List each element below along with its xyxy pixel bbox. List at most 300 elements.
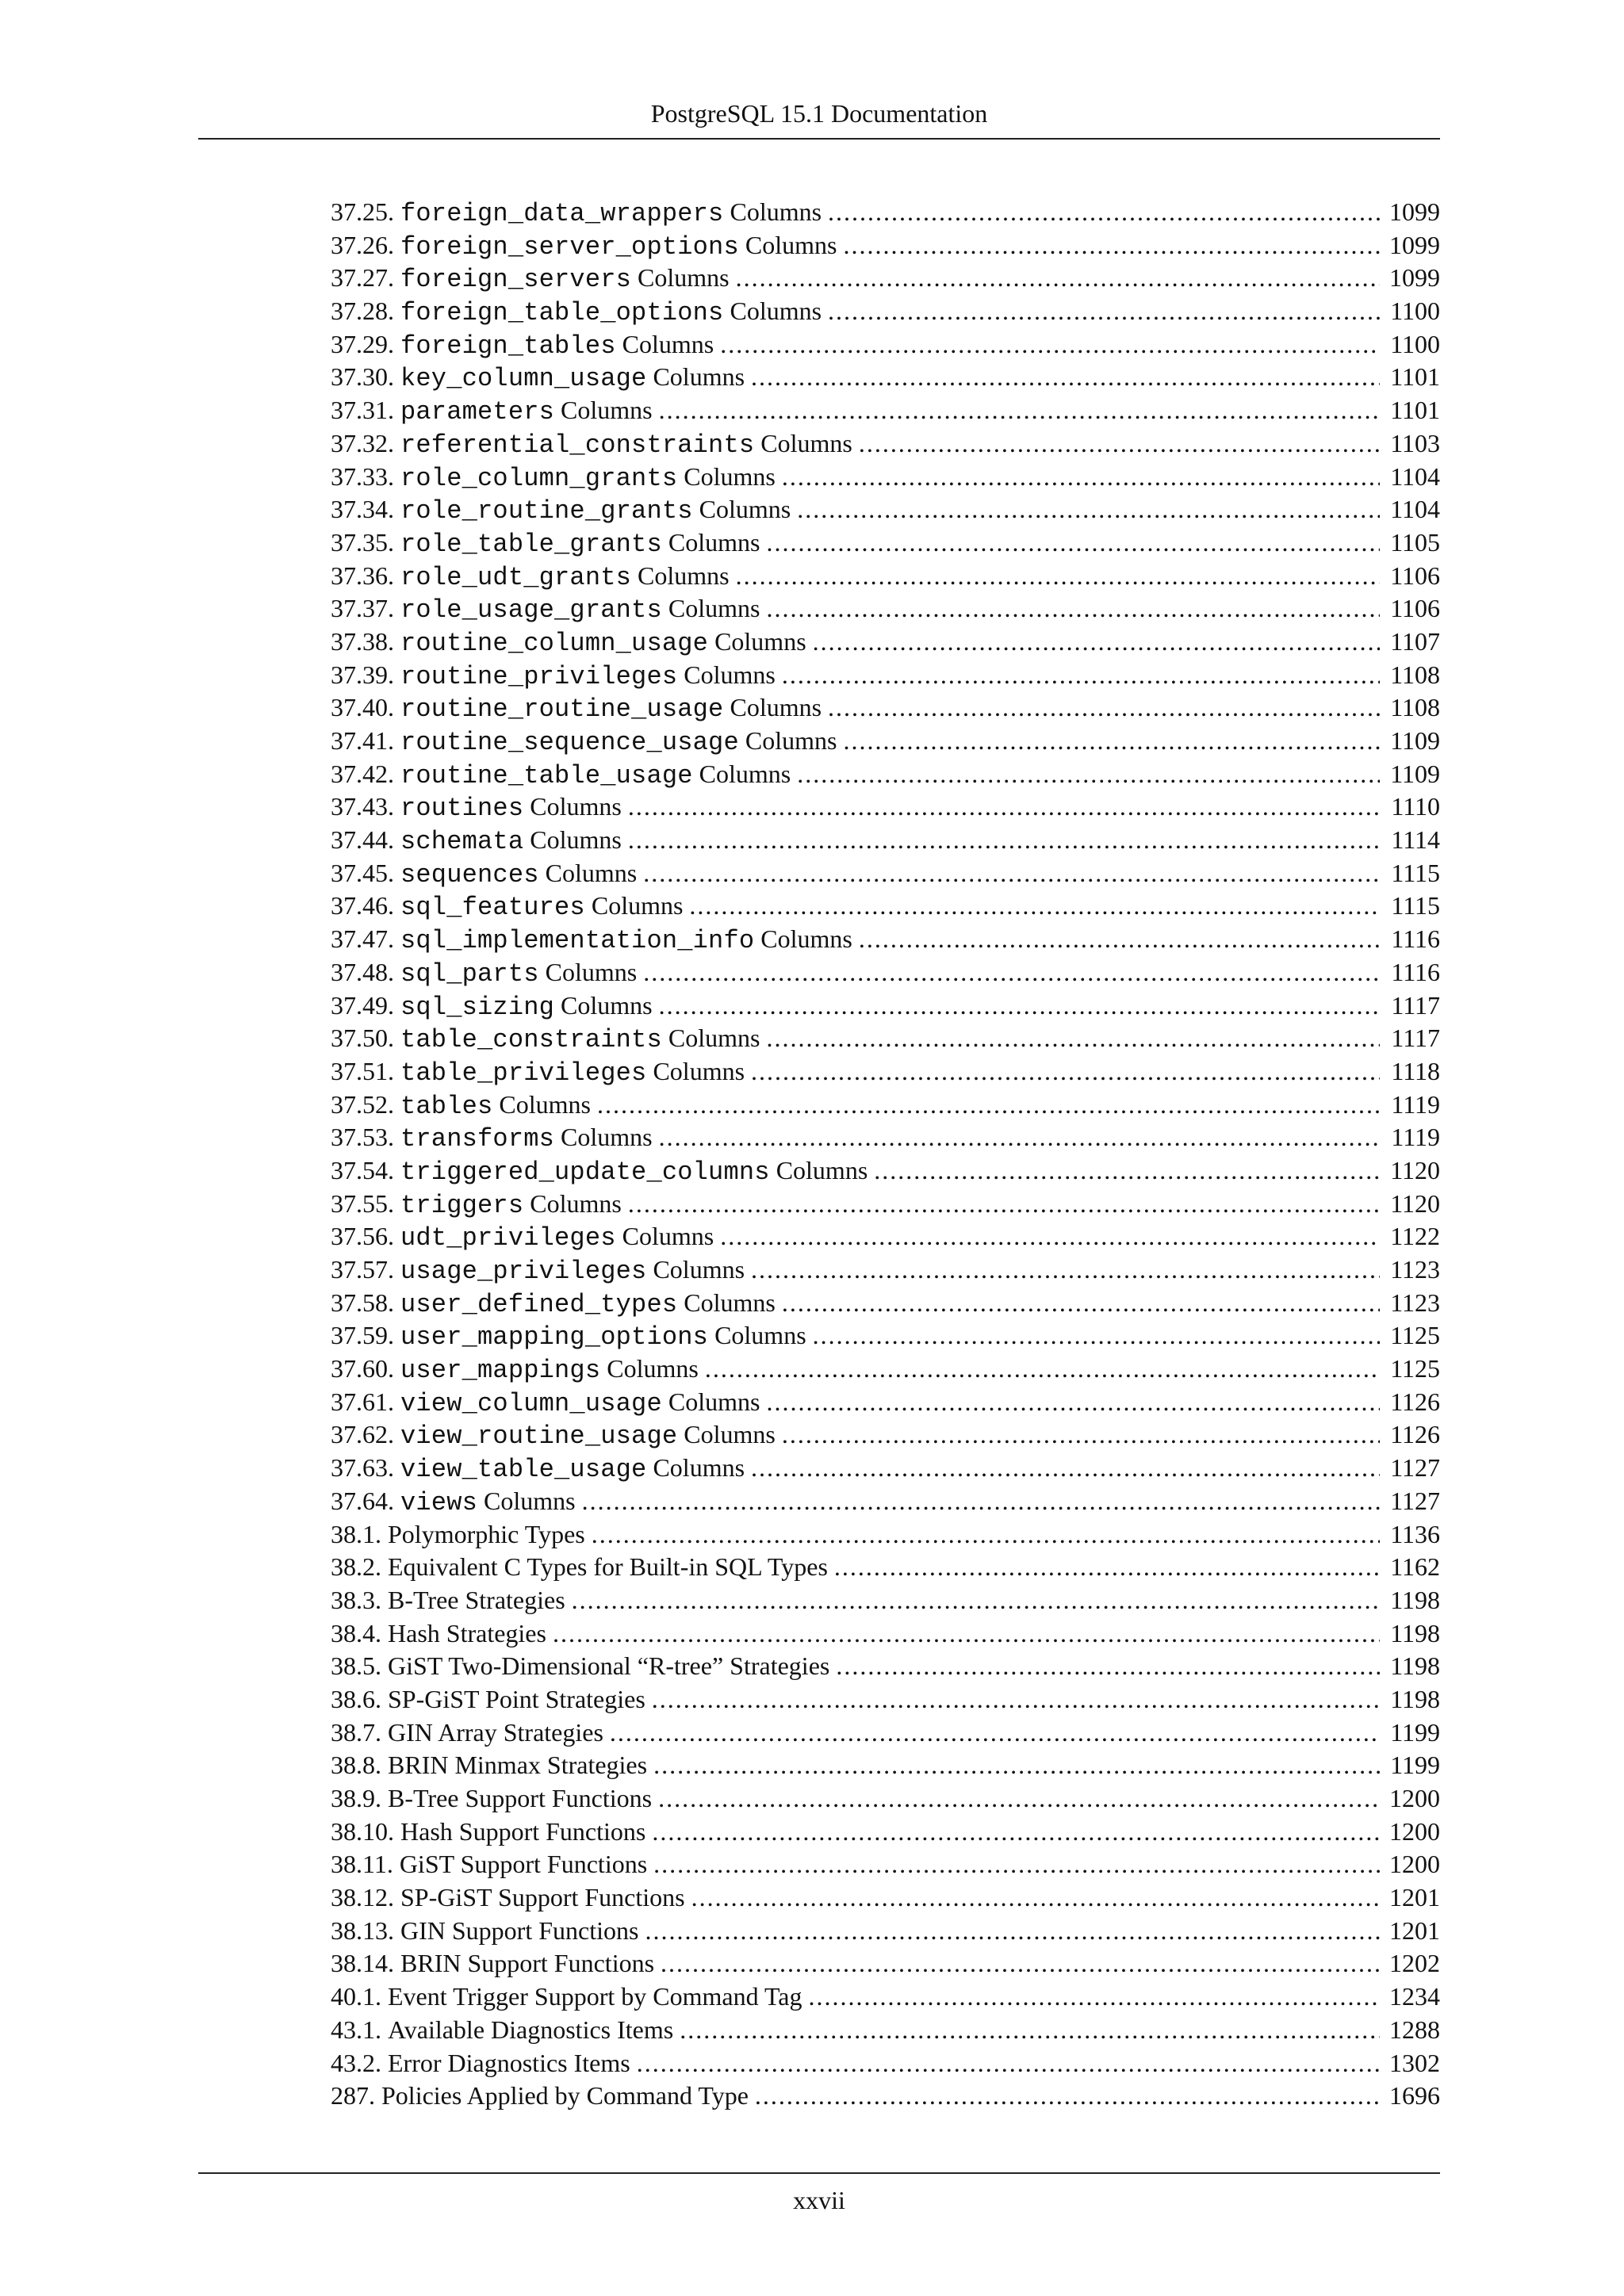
toc-entry-page: 1200	[1389, 1850, 1440, 1879]
toc-entry-page: 1106	[1390, 594, 1440, 623]
toc-entry-page: 1119	[1391, 1089, 1440, 1119]
toc-entry[interactable]	[331, 1253, 1440, 1287]
dot-leader	[689, 890, 1380, 923]
toc-entry[interactable]	[331, 989, 1440, 1023]
toc-entry-page: 1200	[1389, 1784, 1440, 1812]
toc-entry-code: tables	[400, 1091, 493, 1121]
toc-entry-page: 1123	[1390, 1255, 1440, 1284]
toc-entry-number: 37.27.	[331, 263, 394, 293]
table-of-contents	[331, 196, 1440, 2113]
toc-entry-title: Columns	[561, 1123, 653, 1152]
toc-entry[interactable]	[331, 626, 1440, 659]
toc-entry-title: B-Tree Support Functions	[388, 1784, 653, 1812]
dot-leader	[755, 2080, 1380, 2113]
toc-entry-number: 38.9.	[331, 1784, 381, 1812]
toc-entry-title: Columns	[760, 428, 852, 457]
toc-entry-number: 37.57.	[331, 1255, 394, 1284]
toc-entry[interactable]	[331, 295, 1440, 328]
toc-entry[interactable]	[331, 1121, 1440, 1154]
toc-entry[interactable]	[331, 1749, 1440, 1782]
toc-entry-number: 37.37.	[331, 594, 394, 623]
toc-entry-page: 1288	[1389, 2015, 1440, 2044]
toc-entry-title: Columns	[499, 1089, 591, 1119]
toc-entry-number: 37.29.	[331, 329, 394, 358]
toc-entry-page: 1109	[1390, 759, 1440, 788]
toc-entry-title: Columns	[545, 957, 638, 986]
toc-entry-page: 1114	[1391, 825, 1440, 855]
toc-entry[interactable]	[331, 2047, 1440, 2080]
toc-entry-number: 37.26.	[331, 230, 394, 259]
toc-entry[interactable]	[331, 1782, 1440, 1816]
toc-entry-title: Columns	[668, 527, 760, 557]
toc-entry-number: 38.14.	[331, 1949, 394, 1978]
dot-leader	[843, 725, 1380, 758]
dot-leader	[809, 1980, 1381, 2014]
toc-entry-number: 38.10.	[331, 1816, 394, 1846]
toc-entry-code: sequences	[400, 859, 539, 890]
toc-entry-code: sql_implementation_info	[400, 926, 755, 956]
toc-entry-page: 1109	[1390, 726, 1440, 755]
toc-entry-code: view_routine_usage	[400, 1422, 678, 1452]
dot-leader	[653, 1848, 1380, 1881]
toc-entry-page: 1302	[1389, 2048, 1440, 2077]
toc-entry[interactable]	[331, 493, 1440, 526]
toc-entry-number: 37.47.	[331, 924, 394, 954]
dot-leader	[610, 1716, 1380, 1750]
toc-entry-title: GiST Support Functions	[399, 1850, 648, 1879]
toc-entry-title: Hash Strategies	[388, 1618, 546, 1647]
toc-entry[interactable]	[331, 196, 1440, 229]
toc-entry[interactable]	[331, 1022, 1440, 1055]
toc-entry-number: 37.61.	[331, 1387, 394, 1416]
toc-entry[interactable]	[331, 1452, 1440, 1485]
toc-entry-number: 37.49.	[331, 990, 394, 1020]
dot-leader	[659, 394, 1380, 427]
toc-entry-title: Columns	[607, 1354, 699, 1383]
toc-entry-page: 1201	[1389, 1915, 1440, 1945]
toc-entry-number: 38.6.	[331, 1684, 381, 1713]
toc-entry[interactable]	[331, 824, 1440, 857]
toc-entry[interactable]	[331, 1584, 1440, 1617]
toc-entry-code: triggered_update_columns	[400, 1157, 770, 1187]
toc-entry-title: GIN Array Strategies	[388, 1717, 603, 1747]
toc-entry-code: table_constraints	[400, 1025, 662, 1055]
dot-leader	[643, 857, 1380, 890]
dot-leader	[836, 1650, 1380, 1683]
toc-entry-number: 37.41.	[331, 726, 394, 755]
dot-leader	[659, 1121, 1380, 1154]
toc-entry[interactable]	[331, 1353, 1440, 1386]
toc-entry-code: routine_routine_usage	[400, 695, 724, 725]
toc-entry-number: 38.12.	[331, 1883, 394, 1912]
toc-entry-code: schemata	[400, 827, 524, 857]
toc-entry-code: role_column_grants	[400, 463, 678, 493]
toc-entry[interactable]	[331, 1915, 1440, 1948]
dot-leader	[834, 1551, 1380, 1584]
toc-entry[interactable]	[331, 1220, 1440, 1253]
dot-leader	[797, 758, 1380, 791]
toc-entry-title: Columns	[530, 792, 622, 821]
toc-entry-title: Available Diagnostics Items	[388, 2015, 674, 2044]
page-header: PostgreSQL 15.1 Documentation	[650, 99, 988, 128]
toc-entry[interactable]	[331, 1816, 1440, 1849]
toc-entry-code: user_mappings	[400, 1356, 601, 1386]
toc-entry-number: 38.11.	[331, 1850, 393, 1879]
toc-entry-page: 1199	[1390, 1717, 1440, 1747]
toc-entry-title: Columns	[776, 1155, 868, 1184]
toc-entry[interactable]	[331, 2080, 1440, 2113]
dot-leader	[828, 295, 1380, 328]
dot-leader	[766, 1386, 1380, 1419]
toc-entry-code: usage_privileges	[400, 1257, 647, 1286]
toc-entry[interactable]	[331, 1055, 1440, 1089]
toc-entry-title: Hash Support Functions	[400, 1816, 646, 1846]
toc-entry-code: routine_column_usage	[400, 628, 709, 658]
dot-leader	[736, 262, 1380, 295]
toc-entry-title: Policies Applied by Command Type	[381, 2081, 749, 2110]
toc-entry-page: 1198	[1390, 1651, 1440, 1681]
dot-leader	[691, 1881, 1380, 1915]
toc-entry-code: routine_table_usage	[400, 760, 693, 790]
toc-entry-title: Columns	[730, 197, 822, 226]
dot-leader	[782, 1418, 1380, 1452]
toc-entry-number: 37.63.	[331, 1453, 394, 1483]
toc-entry-number: 38.5.	[331, 1651, 381, 1681]
toc-entry-page: 1118	[1391, 1056, 1440, 1085]
toc-entry-title: B-Tree Strategies	[388, 1585, 565, 1614]
toc-entry[interactable]	[331, 229, 1440, 262]
toc-entry-page: 1110	[1391, 792, 1440, 821]
toc-entry-code: referential_constraints	[400, 430, 755, 460]
toc-entry[interactable]	[331, 2014, 1440, 2047]
dot-leader	[653, 1749, 1380, 1782]
toc-entry-page: 1105	[1390, 527, 1440, 557]
toc-entry-code: role_routine_grants	[400, 496, 693, 526]
dot-leader	[652, 1816, 1380, 1849]
toc-entry-title: Polymorphic Types	[388, 1519, 585, 1548]
toc-entry-code: view_table_usage	[400, 1455, 647, 1485]
toc-entry[interactable]	[331, 890, 1440, 923]
toc-entry-number: 37.48.	[331, 957, 394, 986]
toc-entry-title: Columns	[638, 561, 730, 590]
toc-entry[interactable]	[331, 659, 1440, 692]
toc-entry-number: 37.28.	[331, 297, 394, 326]
toc-entry-code: role_table_grants	[400, 529, 662, 559]
dot-leader	[782, 659, 1380, 692]
toc-entry[interactable]	[331, 1089, 1440, 1122]
toc-entry[interactable]	[331, 725, 1440, 758]
toc-entry[interactable]	[331, 592, 1440, 626]
dot-leader	[766, 526, 1380, 560]
dot-leader	[628, 1188, 1380, 1221]
toc-entry[interactable]	[331, 923, 1440, 956]
toc-entry-number: 37.40.	[331, 693, 394, 722]
dot-leader	[782, 1287, 1380, 1320]
toc-entry-number: 37.25.	[331, 197, 394, 226]
toc-entry[interactable]	[331, 1287, 1440, 1320]
toc-entry-page: 1108	[1390, 660, 1440, 689]
toc-entry-number: 38.8.	[331, 1751, 381, 1780]
toc-entry-code: sql_features	[400, 893, 585, 923]
dot-leader	[582, 1485, 1380, 1518]
toc-entry-code: key_column_usage	[400, 364, 647, 394]
toc-entry-number: 37.30.	[331, 362, 394, 392]
toc-entry-title: Equivalent C Types for Built-in SQL Types	[388, 1552, 828, 1582]
toc-entry-code: foreign_servers	[400, 265, 632, 295]
toc-entry[interactable]	[331, 1848, 1440, 1881]
toc-entry[interactable]	[331, 1188, 1440, 1221]
toc-entry-number: 37.42.	[331, 759, 394, 788]
toc-entry-title: Columns	[561, 990, 653, 1020]
toc-entry[interactable]	[331, 1386, 1440, 1419]
toc-entry[interactable]	[331, 262, 1440, 295]
toc-entry-page: 1099	[1389, 197, 1440, 226]
dot-leader	[766, 592, 1380, 626]
toc-entry-number: 37.38.	[331, 626, 394, 656]
toc-entry-number: 38.4.	[331, 1618, 381, 1647]
dot-leader	[659, 989, 1380, 1023]
toc-entry-page: 1198	[1390, 1684, 1440, 1713]
toc-entry-title: Columns	[638, 263, 730, 293]
toc-entry-page: 1127	[1390, 1453, 1440, 1483]
toc-entry-page: 1198	[1390, 1618, 1440, 1647]
toc-entry[interactable]	[331, 560, 1440, 593]
toc-entry[interactable]	[331, 1650, 1440, 1683]
toc-entry-title: GiST Two-Dimensional “R-tree” Strategies	[388, 1651, 830, 1681]
toc-entry[interactable]	[331, 526, 1440, 560]
toc-entry[interactable]	[331, 790, 1440, 824]
toc-entry-page: 1126	[1390, 1387, 1440, 1416]
toc-entry[interactable]	[331, 394, 1440, 427]
toc-entry-number: 38.1.	[331, 1519, 381, 1548]
toc-entry-code: table_privileges	[400, 1058, 647, 1088]
toc-entry-page: 1136	[1390, 1519, 1440, 1548]
toc-entry-page: 1103	[1390, 428, 1440, 457]
dot-leader	[643, 956, 1380, 989]
toc-entry-number: 37.46.	[331, 891, 394, 920]
toc-entry-page: 1101	[1390, 362, 1440, 392]
toc-entry-title: Columns	[730, 297, 822, 326]
toc-entry-page: 1116	[1391, 957, 1440, 986]
toc-entry-title: Columns	[684, 1420, 776, 1449]
toc-entry-title: Columns	[760, 924, 852, 954]
toc-entry[interactable]	[331, 328, 1440, 362]
toc-entry-number: 38.7.	[331, 1717, 381, 1747]
toc-entry-page: 1126	[1390, 1420, 1440, 1449]
toc-entry-title: SP-GiST Point Strategies	[388, 1684, 645, 1713]
toc-entry-number: 37.33.	[331, 461, 394, 491]
toc-entry[interactable]	[331, 1319, 1440, 1353]
toc-entry[interactable]	[331, 1683, 1440, 1716]
dot-leader	[628, 790, 1380, 824]
dot-leader	[661, 1947, 1380, 1980]
toc-entry-number: 37.62.	[331, 1420, 394, 1449]
toc-entry-number: 37.60.	[331, 1354, 394, 1383]
toc-entry-page: 1106	[1390, 561, 1440, 590]
toc-entry-number: 37.59.	[331, 1321, 394, 1350]
dot-leader	[782, 461, 1380, 494]
toc-entry-page: 1099	[1389, 230, 1440, 259]
toc-entry-number: 40.1.	[331, 1982, 381, 2011]
toc-entry[interactable]	[331, 691, 1440, 725]
dot-leader	[813, 626, 1380, 659]
toc-entry[interactable]	[331, 1485, 1440, 1518]
toc-entry-page: 1127	[1390, 1486, 1440, 1515]
toc-entry-title: Event Trigger Support by Command Tag	[388, 1982, 802, 2011]
toc-entry-code: routine_privileges	[400, 661, 678, 691]
toc-entry-title: Columns	[653, 1056, 745, 1085]
toc-entry[interactable]	[331, 1154, 1440, 1188]
toc-entry-page: 1119	[1391, 1123, 1440, 1152]
toc-entry-number: 37.58.	[331, 1288, 394, 1317]
toc-entry-page: 1122	[1390, 1222, 1440, 1251]
toc-entry[interactable]	[331, 758, 1440, 791]
toc-entry[interactable]	[331, 1518, 1440, 1552]
toc-entry-page: 1200	[1389, 1816, 1440, 1846]
toc-entry-title: BRIN Support Functions	[400, 1949, 655, 1978]
toc-entry-title: BRIN Minmax Strategies	[388, 1751, 648, 1780]
dot-leader	[797, 493, 1380, 526]
toc-entry-number: 37.50.	[331, 1024, 394, 1053]
toc-entry-title: Columns	[653, 1453, 745, 1483]
dot-leader	[553, 1617, 1380, 1651]
toc-entry-title: Columns	[684, 660, 776, 689]
toc-entry-title: Columns	[591, 891, 684, 920]
toc-entry-number: 38.3.	[331, 1585, 381, 1614]
toc-entry-page: 1100	[1390, 329, 1440, 358]
toc-entry[interactable]	[331, 1947, 1440, 1980]
toc-entry-title: Columns	[699, 759, 791, 788]
toc-entry-number: 37.52.	[331, 1089, 394, 1119]
toc-entry-code: parameters	[400, 397, 555, 427]
toc-entry-number: 37.43.	[331, 792, 394, 821]
toc-entry-title: Columns	[668, 594, 760, 623]
toc-entry-code: sql_sizing	[400, 992, 555, 1022]
toc-entry-number: 37.51.	[331, 1056, 394, 1085]
toc-entry-code: triggers	[400, 1190, 524, 1220]
dot-leader	[652, 1683, 1380, 1716]
toc-entry-code: user_defined_types	[400, 1289, 678, 1319]
toc-entry[interactable]	[331, 1881, 1440, 1915]
dot-leader	[705, 1353, 1380, 1386]
toc-entry-page: 1198	[1390, 1585, 1440, 1614]
toc-entry[interactable]	[331, 1716, 1440, 1750]
toc-entry-page: 1123	[1390, 1288, 1440, 1317]
toc-entry-title: Error Diagnostics Items	[388, 2048, 630, 2077]
toc-entry-page: 1234	[1389, 1982, 1440, 2011]
toc-entry-page: 1199	[1390, 1751, 1440, 1780]
toc-entry-number: 37.34.	[331, 495, 394, 524]
toc-entry-code: role_udt_grants	[400, 562, 632, 592]
dot-leader	[645, 1915, 1380, 1948]
toc-entry-page: 1120	[1390, 1188, 1440, 1218]
toc-entry-number: 37.56.	[331, 1222, 394, 1251]
dot-leader	[680, 2014, 1380, 2047]
toc-entry-code: foreign_table_options	[400, 298, 724, 328]
toc-entry[interactable]	[331, 1980, 1440, 2014]
toc-entry[interactable]	[331, 461, 1440, 494]
toc-entry-number: 37.32.	[331, 428, 394, 457]
toc-entry-title: Columns	[545, 858, 638, 887]
toc-entry[interactable]	[331, 1617, 1440, 1651]
dot-leader	[813, 1319, 1380, 1353]
toc-entry-title: Columns	[684, 461, 776, 491]
toc-entry-number: 37.53.	[331, 1123, 394, 1152]
toc-entry-page: 1696	[1389, 2081, 1440, 2110]
toc-entry-page: 1100	[1390, 297, 1440, 326]
toc-entry-page: 1108	[1390, 693, 1440, 722]
toc-entry-code: routine_sequence_usage	[400, 728, 739, 757]
dot-leader	[720, 328, 1380, 362]
toc-entry-code: routines	[400, 794, 524, 824]
toc-entry-code: foreign_data_wrappers	[400, 199, 724, 228]
toc-entry[interactable]	[331, 427, 1440, 461]
toc-entry-page: 1117	[1391, 1024, 1440, 1053]
toc-entry-code: sql_parts	[400, 959, 539, 989]
toc-entry-page: 1115	[1391, 891, 1440, 920]
toc-entry-page: 1099	[1389, 263, 1440, 293]
toc-entry-page: 1202	[1389, 1949, 1440, 1978]
toc-entry-number: 37.31.	[331, 396, 394, 425]
dot-leader	[751, 361, 1380, 394]
toc-entry-code: foreign_server_options	[400, 232, 739, 262]
dot-leader	[628, 824, 1380, 857]
toc-entry[interactable]	[331, 1418, 1440, 1452]
toc-entry-page: 1120	[1390, 1155, 1440, 1184]
toc-entry-title: Columns	[730, 693, 822, 722]
toc-entry-title: Columns	[668, 1024, 760, 1053]
toc-entry-number: 37.44.	[331, 825, 394, 855]
dot-leader	[843, 229, 1380, 262]
toc-entry-page: 1201	[1389, 1883, 1440, 1912]
toc-entry-page: 1107	[1390, 626, 1440, 656]
toc-entry-title: Columns	[653, 362, 745, 392]
dot-leader	[637, 2047, 1380, 2080]
toc-entry-page: 1162	[1390, 1552, 1440, 1582]
dot-leader	[597, 1089, 1380, 1122]
dot-leader	[766, 1022, 1380, 1055]
toc-entry[interactable]	[331, 1551, 1440, 1584]
header-divider	[198, 138, 1440, 140]
dot-leader	[572, 1584, 1380, 1617]
toc-entry-title: GIN Support Functions	[400, 1915, 639, 1945]
toc-entry-number: 37.45.	[331, 858, 394, 887]
dot-leader	[828, 691, 1380, 725]
toc-entry-number: 38.2.	[331, 1552, 381, 1582]
toc-entry-title: Columns	[530, 825, 622, 855]
page-number: xxvii	[793, 2186, 845, 2214]
toc-entry-title: Columns	[668, 1387, 760, 1416]
toc-entry-number: 37.39.	[331, 660, 394, 689]
toc-entry-title: Columns	[530, 1188, 622, 1218]
toc-entry-title: Columns	[745, 726, 837, 755]
toc-entry-code: user_mapping_options	[400, 1322, 709, 1353]
toc-entry[interactable]	[331, 361, 1440, 394]
dot-leader	[736, 560, 1380, 593]
toc-entry-title: Columns	[622, 329, 714, 358]
toc-entry-number: 37.54.	[331, 1155, 394, 1184]
toc-entry-page: 1117	[1391, 990, 1440, 1020]
dot-leader	[859, 923, 1380, 956]
toc-entry[interactable]	[331, 857, 1440, 890]
toc-entry-title: Columns	[653, 1255, 745, 1284]
toc-entry-title: Columns	[714, 1321, 806, 1350]
toc-entry-title: Columns	[714, 626, 806, 656]
toc-entry-page: 1116	[1391, 924, 1440, 954]
toc-entry[interactable]	[331, 956, 1440, 989]
toc-entry-title: Columns	[561, 396, 653, 425]
dot-leader	[874, 1154, 1380, 1188]
